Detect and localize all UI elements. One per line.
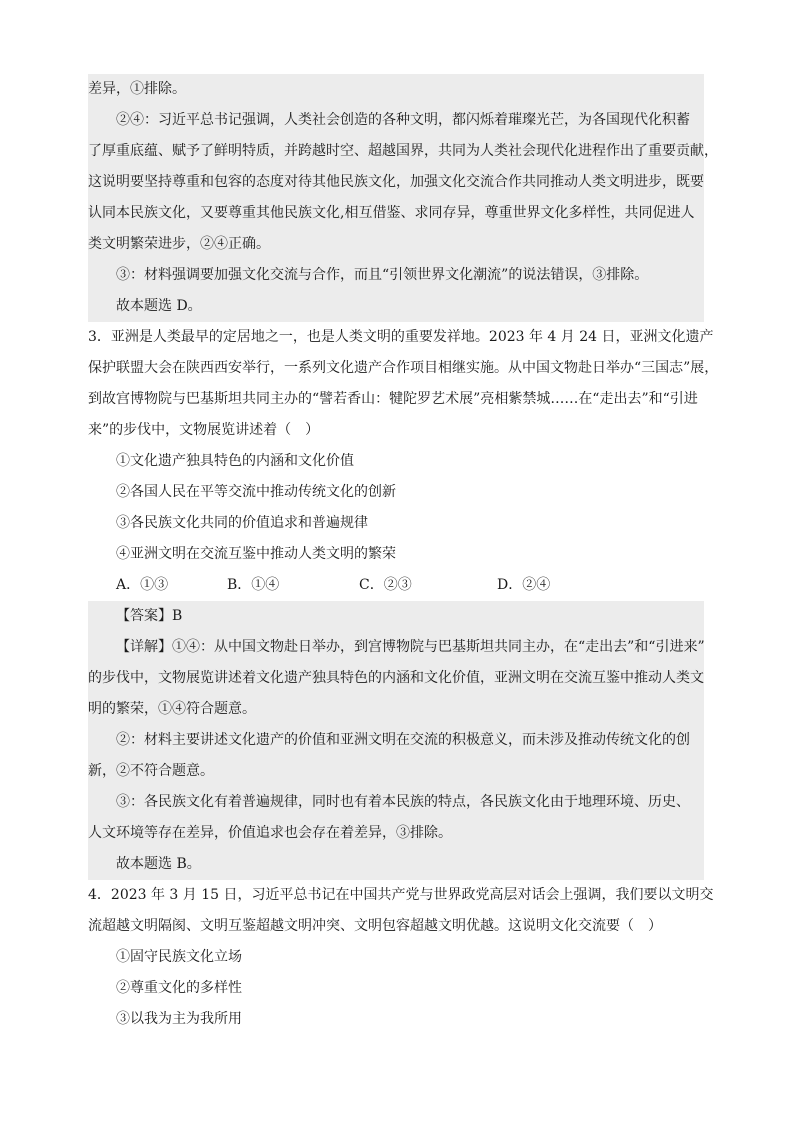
- explanation-line: ③：材料强调要加强文化交流与合作，而且“引领世界文化潮流”的说法错误，③排除。: [88, 260, 704, 291]
- explanation-line: 新，②不符合题意。: [88, 756, 704, 787]
- explanation-line: 【详解】①④：从中国文物赴日举办，到宫博物院与巴基斯坦共同主办，在“走出去”和“引进来”: [88, 632, 704, 663]
- explanation-line: 人文环境等存在差异，价值追求也会存在着差异，③排除。: [88, 818, 704, 849]
- option-b: B．①④: [227, 577, 280, 593]
- explanation-line: ③：各民族文化有着普遍规律，同时也有着本民族的特点，各民族文化由于地理环境、历史、: [88, 787, 704, 818]
- question-stem: 保护联盟大会在陕西西安举行，一系列文化遗产合作项目相继实施。从中国文物赴日举办“三国志”展，: [88, 360, 719, 376]
- question-stem: 来”的步伐中，文物展览讲述着（ ）: [88, 422, 320, 438]
- explanation-line: 认同本民族文化，又要尊重其他民族文化,相互借鉴、求同存异，尊重世界文化多样性，共同促进人: [88, 198, 704, 229]
- statement-3: ③各民族文化共同的价值追求和普遍规律: [116, 515, 368, 531]
- conclusion-line: 故本题选 D。: [88, 291, 704, 322]
- explanation-line: 差异，①排除。: [88, 74, 704, 105]
- question-stem: 到故宫博物院与巴基斯坦共同主办的“譬若香山：犍陀罗艺术展”亮相紫禁城……在“走出去”和“引进: [88, 391, 698, 407]
- explanation-line: 这说明要坚持尊重和包容的态度对待其他民族文化，加强文化交流合作共同推动人类文明进步，既要: [88, 167, 704, 198]
- statement-2: ②各国人民在平等交流中推动传统文化的创新: [116, 484, 396, 500]
- statement-1: ①固守民族文化立场: [116, 949, 242, 965]
- statement-1: ①文化遗产独具特色的内涵和文化价值: [116, 453, 354, 469]
- question-stem: 流超越文明隔阂、文明互鉴超越文明冲突、文明包容超越文明优越。这说明文化交流要（ ）: [88, 918, 662, 934]
- explanation-line: 明的繁荣，①④符合题意。: [88, 694, 704, 725]
- statement-3: ③以我为主为我所用: [116, 1011, 242, 1027]
- statement-4: ④亚洲文明在交流互鉴中推动人类文明的繁荣: [116, 546, 396, 562]
- option-d: D．②④: [497, 577, 551, 593]
- explanation-line: ②④：习近平总书记强调，人类社会创造的各种文明，都闪烁着璀璨光芒，为各国现代化积蓄: [88, 105, 704, 136]
- statement-2: ②尊重文化的多样性: [116, 980, 242, 996]
- question-stem: 3．亚洲是人类最早的定居地之一，也是人类文明的重要发祥地。2023 年 4 月 24 日，亚洲文化遗产: [88, 329, 714, 345]
- option-a: A．①③: [116, 577, 169, 593]
- option-c: C．②③: [359, 577, 412, 593]
- question-stem: 4．2023 年 3 月 15 日，习近平总书记在中国共产党与世界政党高层对话会上强调，我们要以文明交: [88, 887, 714, 903]
- explanation-line: 了厚重底蕴、赋予了鲜明特质，并跨越时空、超越国界，共同为人类社会现代化进程作出了重要贡献，: [88, 136, 704, 167]
- explanation-line: 的步伐中，文物展览讲述着文化遗产独具特色的内涵和文化价值，亚洲文明在交流互鉴中推动人类文: [88, 663, 704, 694]
- explanation-line: 类文明繁荣进步，②④正确。: [88, 229, 704, 260]
- conclusion-line: 故本题选 B。: [88, 849, 704, 880]
- explanation-line: ②：材料主要讲述文化遗产的价值和亚洲文明在交流的积极意义，而未涉及推动传统文化的创: [88, 725, 704, 756]
- answer-options: [88, 570, 704, 601]
- document-page: [88, 74, 719, 1035]
- answer-line: 【答案】B: [88, 601, 704, 632]
